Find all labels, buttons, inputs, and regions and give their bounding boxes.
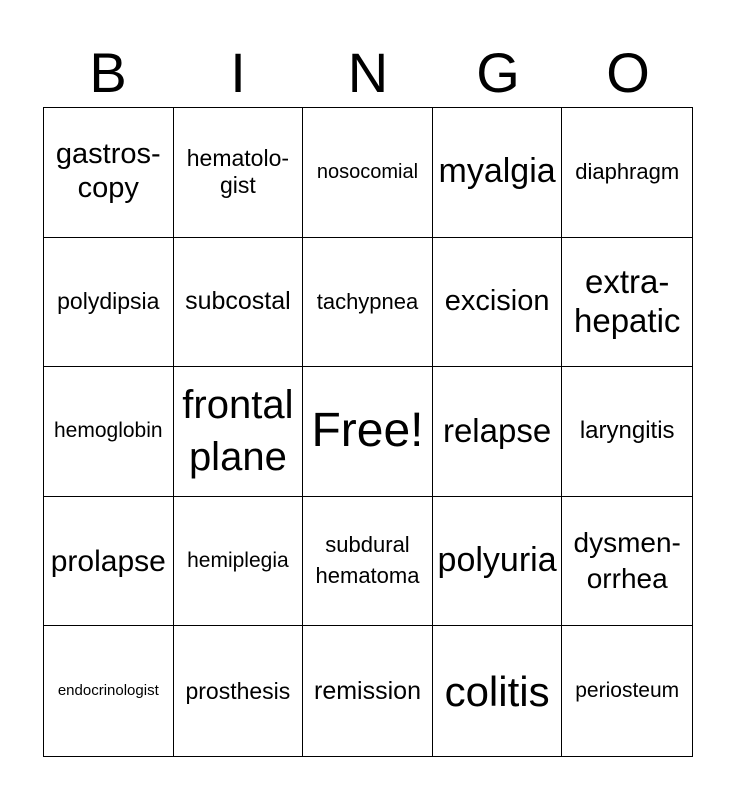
bingo-header <box>43 40 693 106</box>
bingo-cell[interactable] <box>174 626 304 756</box>
header-letter-o: O <box>606 41 650 104</box>
bingo-cell[interactable] <box>562 367 692 497</box>
cell-text: diaphragm <box>575 159 680 185</box>
header-letter-g: G <box>476 41 520 104</box>
bingo-cell[interactable] <box>562 108 692 238</box>
bingo-cell[interactable] <box>433 626 563 756</box>
cell-text: extra- hepatic <box>573 263 681 339</box>
bingo-cell[interactable] <box>174 367 304 497</box>
header-letter-i: I <box>230 41 246 104</box>
cell-text: laryngitis <box>579 417 675 445</box>
cell-text: dysmen- orrhea <box>573 526 681 595</box>
cell-text: hemoglobin <box>54 419 163 443</box>
cell-text: frontal plane <box>182 383 294 480</box>
cell-text: endocrinologist <box>57 682 159 700</box>
bingo-cell[interactable] <box>44 238 174 368</box>
bingo-board <box>43 107 693 757</box>
cell-text: polydipsia <box>57 288 160 315</box>
bingo-cell[interactable] <box>303 497 433 627</box>
bingo-cell[interactable] <box>562 497 692 627</box>
cell-text: polyuria <box>437 541 557 580</box>
cell-text: prolapse <box>50 544 166 578</box>
cell-text: gastros- copy <box>55 138 161 205</box>
header-letter-n: N <box>347 41 389 104</box>
bingo-cell[interactable] <box>44 108 174 238</box>
bingo-cell[interactable] <box>174 238 304 368</box>
bingo-cell[interactable] <box>303 626 433 756</box>
cell-text: periosteum <box>575 678 680 702</box>
bingo-cell[interactable] <box>303 367 433 497</box>
cell-text: nosocomial <box>316 160 419 183</box>
bingo-cell[interactable] <box>174 497 304 627</box>
cell-text: tachypnea <box>316 289 419 315</box>
bingo-cell[interactable] <box>433 497 563 627</box>
bingo-cell[interactable] <box>303 108 433 238</box>
cell-text: remission <box>314 676 421 705</box>
bingo-cell[interactable] <box>44 367 174 497</box>
cell-text: prosthesis <box>185 677 291 704</box>
bingo-cell[interactable] <box>44 497 174 627</box>
cell-text: subcostal <box>185 287 291 316</box>
bingo-cell[interactable] <box>562 238 692 368</box>
bingo-cell[interactable] <box>433 108 563 238</box>
bingo-cell[interactable] <box>433 367 563 497</box>
cell-text: hemiplegia <box>187 548 289 572</box>
header-letter-b: B <box>89 41 127 104</box>
cell-text: excision <box>444 284 550 317</box>
free-space-label: Free! <box>311 404 424 458</box>
cell-text: subdural hematoma <box>315 532 420 589</box>
bingo-cell[interactable] <box>44 626 174 756</box>
bingo-cell[interactable] <box>433 238 563 368</box>
cell-text: relapse <box>442 412 552 450</box>
bingo-cell[interactable] <box>303 238 433 368</box>
bingo-cell[interactable] <box>562 626 692 756</box>
cell-text: colitis <box>444 667 550 715</box>
cell-text: myalgia <box>438 152 556 191</box>
bingo-cell[interactable] <box>174 108 304 238</box>
cell-text: hematolo- gist <box>186 145 290 199</box>
